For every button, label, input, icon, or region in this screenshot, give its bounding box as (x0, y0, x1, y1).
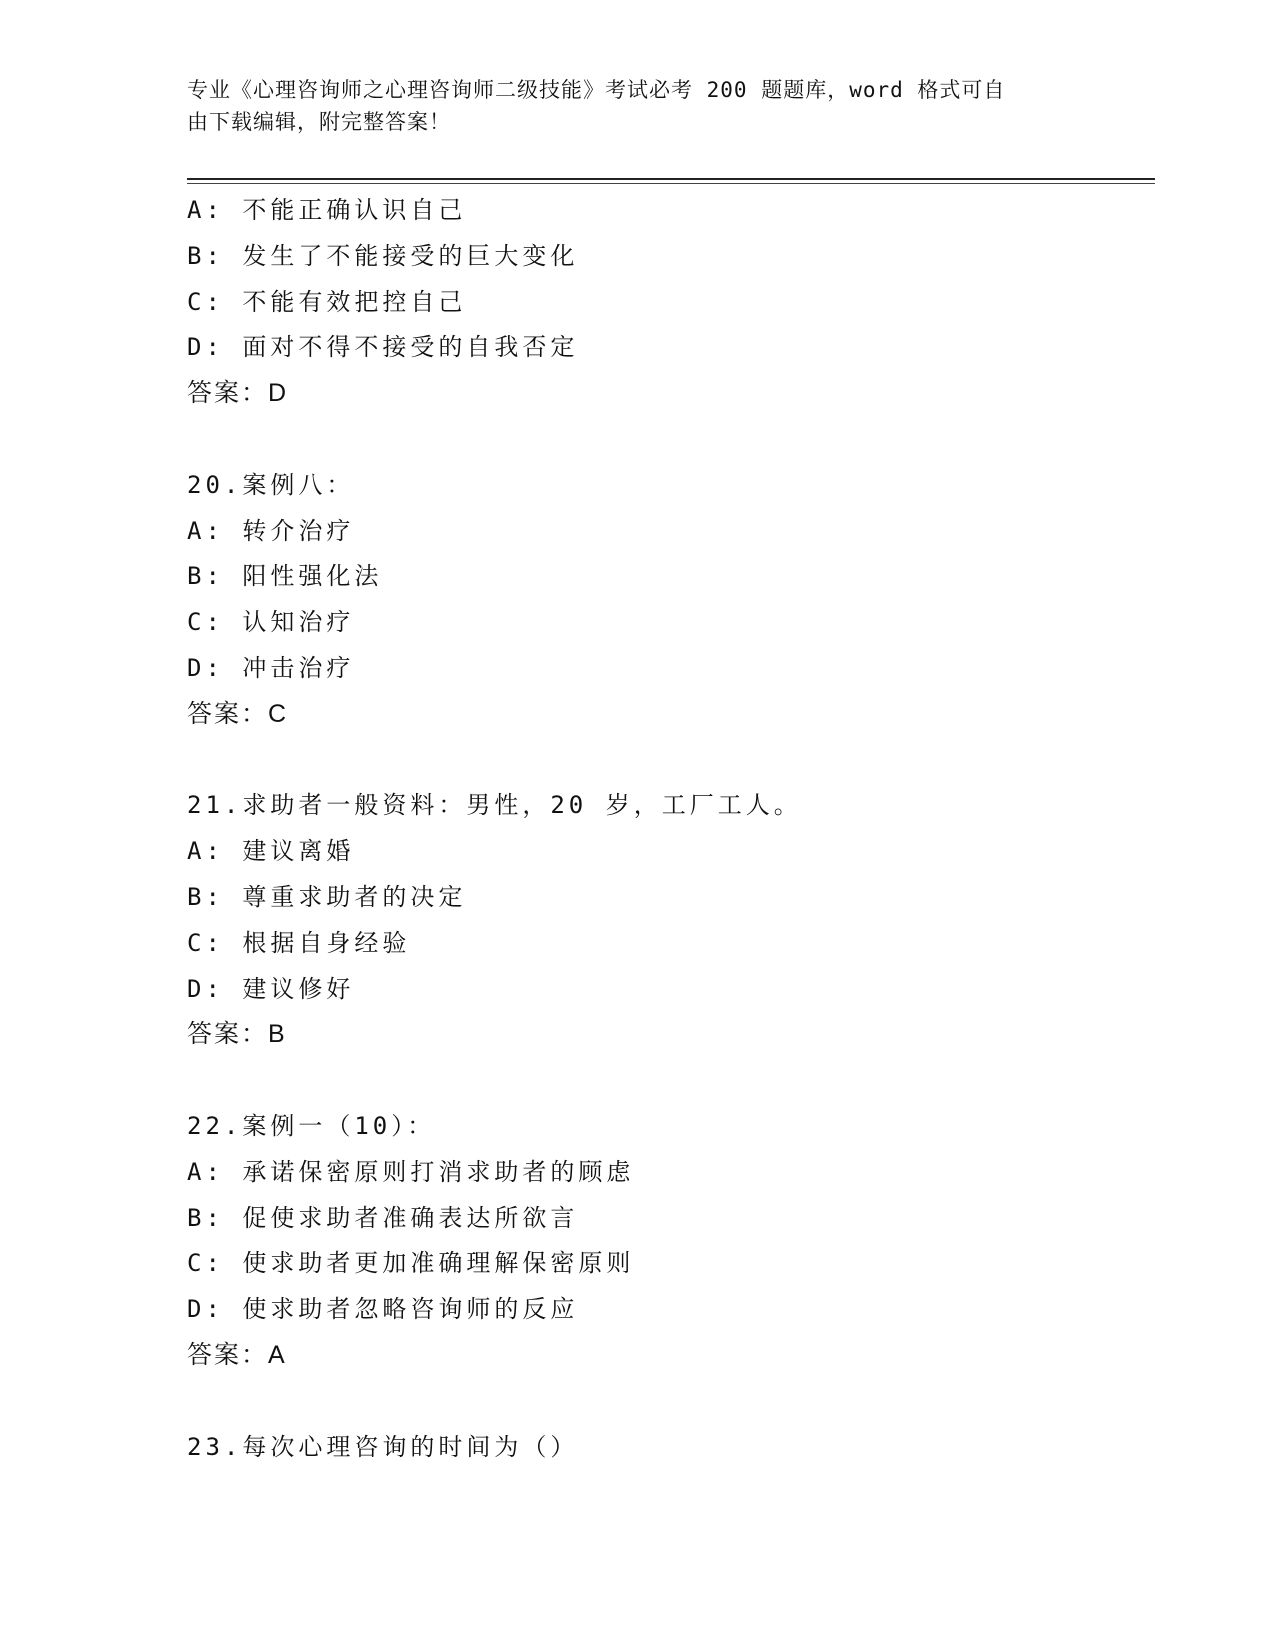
question-23 (187, 1425, 1155, 1471)
spacer (187, 738, 1155, 784)
header-line-1: 专业《心理咨询师之心理咨询师二级技能》考试必考 200 题题库，word 格式可自 (187, 78, 1006, 102)
header-divider-thick (187, 178, 1155, 180)
header-divider-thin (187, 183, 1155, 184)
option-b: B: 促使求助者准确表达所欲言 (187, 1203, 579, 1232)
document-header (187, 74, 1067, 138)
question-21 (187, 783, 1155, 1058)
spacer (187, 1058, 1155, 1104)
answer-line: 答案：B (187, 1020, 287, 1049)
spacer (187, 1379, 1155, 1425)
header-line-2: 由下载编辑，附完整答案！ (187, 110, 451, 134)
option-a: A: 承诺保密原则打消求助者的顾虑 (187, 1157, 635, 1186)
option-a: A: 不能正确认识自己 (187, 196, 467, 224)
answer-line: 答案：A (187, 1340, 287, 1369)
option-b: B: 发生了不能接受的巨大变化 (187, 241, 579, 270)
option-c: C: 不能有效把控自己 (187, 287, 467, 316)
answer-line: 答案：D (187, 379, 289, 408)
continued-question (187, 188, 1155, 417)
option-d: D: 面对不得不接受的自我否定 (187, 333, 579, 362)
question-stem: 22.案例一（10）： (187, 1111, 436, 1140)
option-d: D: 冲击治疗 (187, 653, 355, 682)
question-stem: 21.求助者一般资料：男性，20 岁，工厂工人。 (187, 791, 802, 820)
option-b: B: 阳性强化法 (187, 562, 383, 591)
question-stem: 23.每次心理咨询的时间为（） (187, 1432, 579, 1461)
option-c: C: 使求助者更加准确理解保密原则 (187, 1249, 635, 1278)
option-d: D: 使求助者忽略咨询师的反应 (187, 1295, 579, 1324)
option-a: A: 转介治疗 (187, 516, 355, 545)
question-22 (187, 1104, 1155, 1379)
option-b: B: 尊重求助者的决定 (187, 882, 467, 911)
option-a: A: 建议离婚 (187, 837, 355, 866)
option-c: C: 认知治疗 (187, 608, 355, 637)
spacer (187, 417, 1155, 463)
option-c: C: 根据自身经验 (187, 928, 411, 957)
option-d: D: 建议修好 (187, 974, 355, 1003)
question-list (187, 188, 1155, 1470)
answer-line: 答案：C (187, 699, 289, 728)
question-stem: 20.案例八： (187, 470, 355, 499)
question-20 (187, 463, 1155, 738)
